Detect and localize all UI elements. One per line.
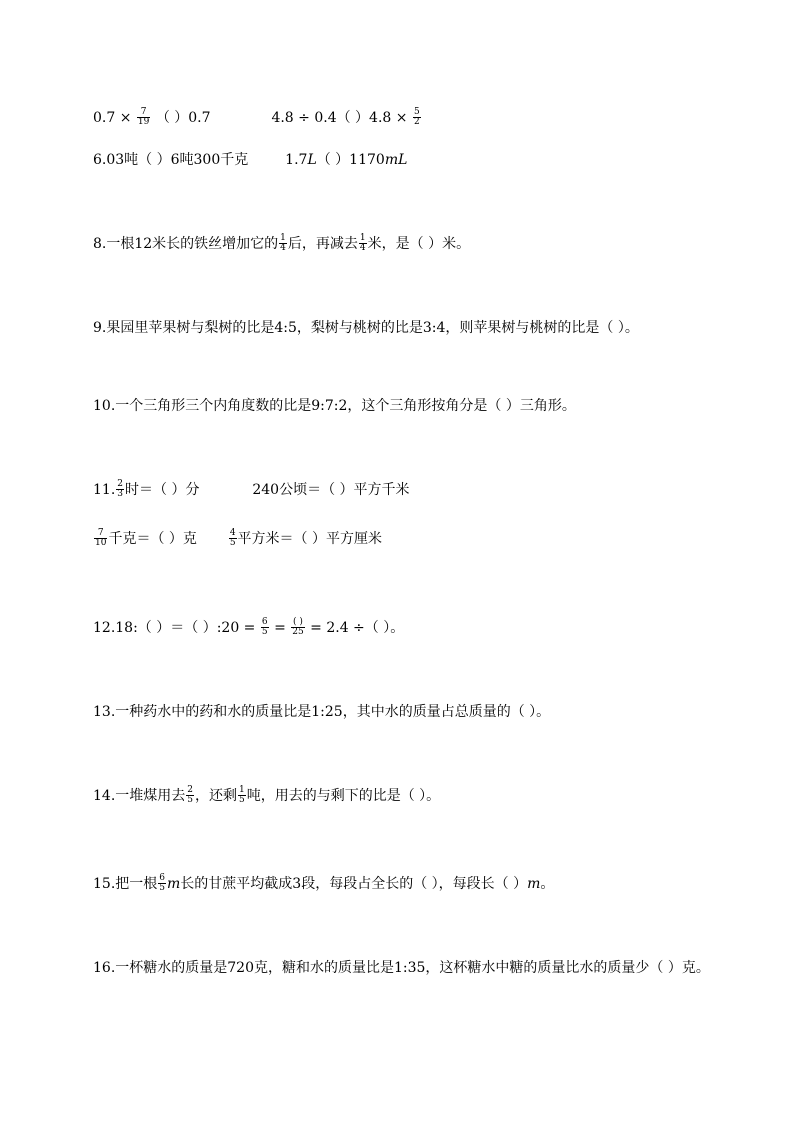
unit: L [307, 152, 317, 168]
fraction: $\frac{1}{4}$ [280, 232, 286, 253]
unit: m [527, 876, 541, 892]
q7b-left: 4.8 ÷ 0.4（ ）4.8 × [271, 110, 408, 126]
q7d-mid: （ ）1170 [316, 152, 385, 168]
fraction: $\frac{2}{3}$ [117, 478, 123, 499]
unit: mL [384, 152, 408, 168]
text: 平方米＝（ ）平方厘米 [237, 531, 382, 547]
text: 15.把一根 [93, 876, 158, 892]
q13: 13.一种药水中的药和水的质量比是1:25，其中水的质量占总质量的（ ）。 [93, 704, 551, 720]
fraction: $\frac{6}{5}$ [159, 872, 165, 893]
unit: m [167, 876, 181, 892]
text: 米，是（ ）米。 [367, 236, 471, 252]
fraction: $\frac{5}{2}$ [413, 106, 420, 127]
text: ，还剩 [195, 788, 237, 804]
fraction: $\frac{1}{4}$ [359, 232, 366, 253]
q7-row-2 [93, 150, 407, 170]
fraction: $\frac{4}{5}$ [229, 527, 236, 548]
fraction: $\frac{( )}{25}$ [292, 616, 304, 637]
q14 [93, 786, 440, 806]
fraction: $\frac{7}{19}$ [137, 106, 150, 127]
q7a-left: 0.7 × [93, 110, 132, 126]
text: 千克＝（ ）克 [108, 531, 197, 547]
text: = [274, 620, 286, 636]
q15 [93, 874, 554, 894]
q9: 9.果园里苹果树与梨树的比是4:5，梨树与桃树的比是3:4，则苹果树与桃树的比是（ ）。 [93, 320, 639, 336]
text: 11. [93, 482, 116, 498]
q7a-mid: （ ）0.7 [155, 110, 211, 126]
fraction: $\frac{1}{5}$ [239, 784, 245, 805]
text: 。 [540, 876, 555, 892]
q7d-left: 1.7 [285, 152, 308, 168]
text: 吨，用去的与剩下的比是（ ）。 [246, 788, 441, 804]
q10: 10.一个三角形三个内角度数的比是9:7:2，这个三角形按角分是（ ）三角形。 [93, 398, 576, 414]
q11-row-2 [93, 529, 382, 549]
text: = 2.4 ÷（ ）。 [310, 620, 405, 636]
fraction: $\frac{7}{10}$ [95, 527, 107, 548]
q16: 16.一杯糖水的质量是720克，糖和水的质量比是1:35，这杯糖水中糖的质量比水的质量少（ ）克。 [93, 960, 710, 976]
text: 时＝（ ）分 [125, 482, 200, 498]
text: 8.一根12米长的铁丝增加它的 [93, 236, 279, 252]
text: 12.18:（ ）＝（ ）:20 = [93, 620, 256, 636]
q7c-text: 6.03吨（ ）6吨300千克 [93, 152, 249, 168]
text: 后，再减去 [287, 236, 358, 252]
q11-row-1 [93, 480, 410, 500]
q7-row-1 [93, 108, 422, 128]
q8 [93, 234, 470, 254]
text: 14.一堆煤用去 [93, 788, 186, 804]
fraction: $\frac{6}{5}$ [261, 616, 268, 637]
text: 240公顷＝（ ）平方千米 [252, 482, 410, 498]
fraction: $\frac{2}{5}$ [187, 784, 193, 805]
text: 长的甘蔗平均截成3段，每段占全长的（ ），每段长（ ） [180, 876, 528, 892]
q12 [93, 618, 404, 638]
